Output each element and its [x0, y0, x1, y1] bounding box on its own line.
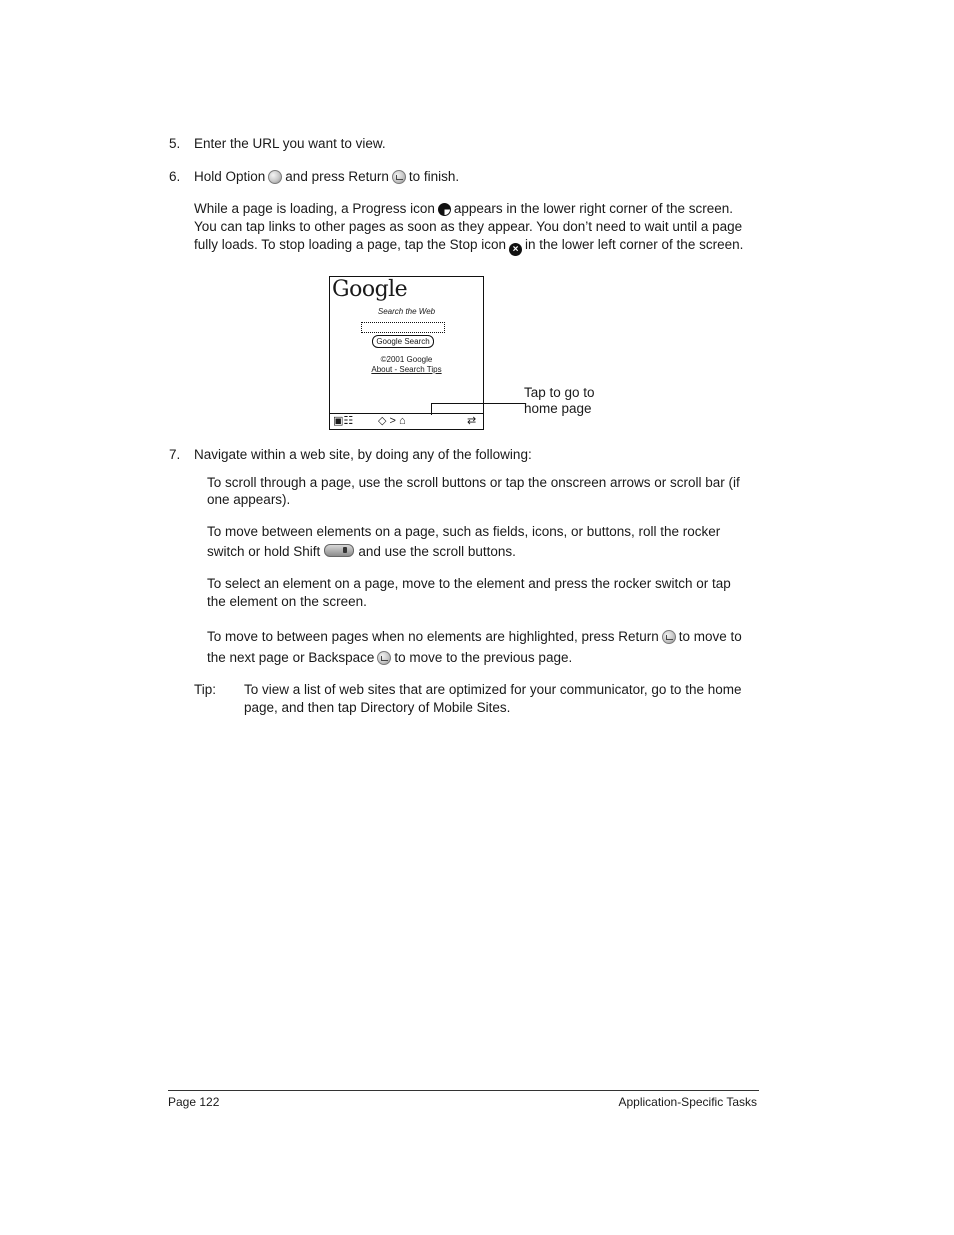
option-key-icon — [268, 170, 282, 184]
pages-text: to move to the previous page. — [394, 650, 573, 665]
toggle-icon: ⇄ — [467, 415, 477, 427]
step-6-text — [194, 168, 459, 186]
elements-para-line-1: To move between elements on a page, such as fields, icons, or buttons, roll the rocker — [207, 524, 721, 539]
step-number: 5. — [169, 136, 181, 151]
loading-text: fully loads. To stop loading a page, tap the Stop icon — [194, 237, 506, 252]
google-tagline: Search the Web — [377, 307, 436, 316]
callout-text-1: Tap to go to — [524, 385, 595, 400]
stop-icon: × — [509, 243, 522, 256]
callout-pointer — [431, 403, 432, 415]
browser-toolbar — [330, 413, 483, 429]
step-6-part-a: Hold Option — [194, 169, 266, 184]
backspace-key-icon — [377, 651, 391, 665]
step-5 — [169, 135, 180, 153]
chapter-title: Application-Specific Tasks — [618, 1095, 757, 1109]
search-field — [361, 322, 445, 333]
scroll-para-line-1: To scroll through a page, use the scroll buttons or tap the onscreen arrows or scroll bar (if — [207, 475, 740, 490]
elements-text: switch or hold Shift — [207, 544, 321, 559]
return-key-icon — [392, 170, 406, 184]
loading-line-1 — [194, 200, 733, 218]
tip-line-1: To view a list of web sites that are optimized for your communicator, go to the home — [244, 682, 742, 697]
footer-rule — [168, 1090, 759, 1091]
pages-text: the next page or Backspace — [207, 650, 375, 665]
select-para-line-1: To select an element on a page, move to the element and press the rocker switch or tap — [207, 576, 731, 591]
step-6-number: 6. — [169, 169, 181, 184]
callout-text-2: home page — [524, 401, 592, 416]
pages-text: to move to — [678, 629, 742, 644]
shift-key-icon — [324, 544, 354, 557]
step-5-text: Enter the URL you want to view. — [194, 136, 386, 151]
google-logo: Google — [332, 277, 408, 302]
step-6-part-b: and press Return — [285, 169, 389, 184]
copyright: ©2001 Google — [380, 355, 433, 364]
view-mode-icons: ▣☷ — [333, 415, 354, 427]
scroll-para-line-2: one appears). — [207, 492, 291, 507]
tip-line-2: page, and then tap Directory of Mobile Sites. — [244, 700, 511, 715]
pages-para-line-2 — [207, 649, 572, 667]
google-search-button: Google Search — [372, 335, 434, 348]
loading-line-2: You can tap links to other pages as soon as they appear. You don’t need to wait until a page — [194, 219, 743, 234]
navigation-icons: ◇ > ⌂ — [378, 415, 406, 427]
page-number: Page 122 — [168, 1095, 220, 1109]
loading-text: in the lower left corner of the screen. — [524, 237, 744, 252]
loading-line-3 — [194, 236, 743, 256]
loading-text: While a page is loading, a Progress icon — [194, 201, 435, 216]
step-6-part-c: to finish. — [408, 169, 460, 184]
callout-line — [431, 403, 525, 404]
pages-text: To move to between pages when no elements are highlighted, press Return — [207, 629, 659, 644]
step-7-text: Navigate within a web site, by doing any of the following: — [194, 447, 532, 462]
tip-label: Tip: — [194, 682, 217, 697]
select-para-line-2: the element on the screen. — [207, 594, 367, 609]
pages-para-line-1 — [207, 628, 742, 646]
elements-text: and use the scroll buttons. — [358, 544, 516, 559]
device-screen-illustration — [329, 276, 484, 430]
return-key-icon — [662, 630, 676, 644]
about-links: About - Search Tips — [371, 365, 442, 374]
progress-icon — [438, 203, 451, 216]
step-7-number: 7. — [169, 447, 181, 462]
elements-para-line-2 — [207, 543, 516, 561]
loading-text: appears in the lower right corner of the screen. — [453, 201, 734, 216]
